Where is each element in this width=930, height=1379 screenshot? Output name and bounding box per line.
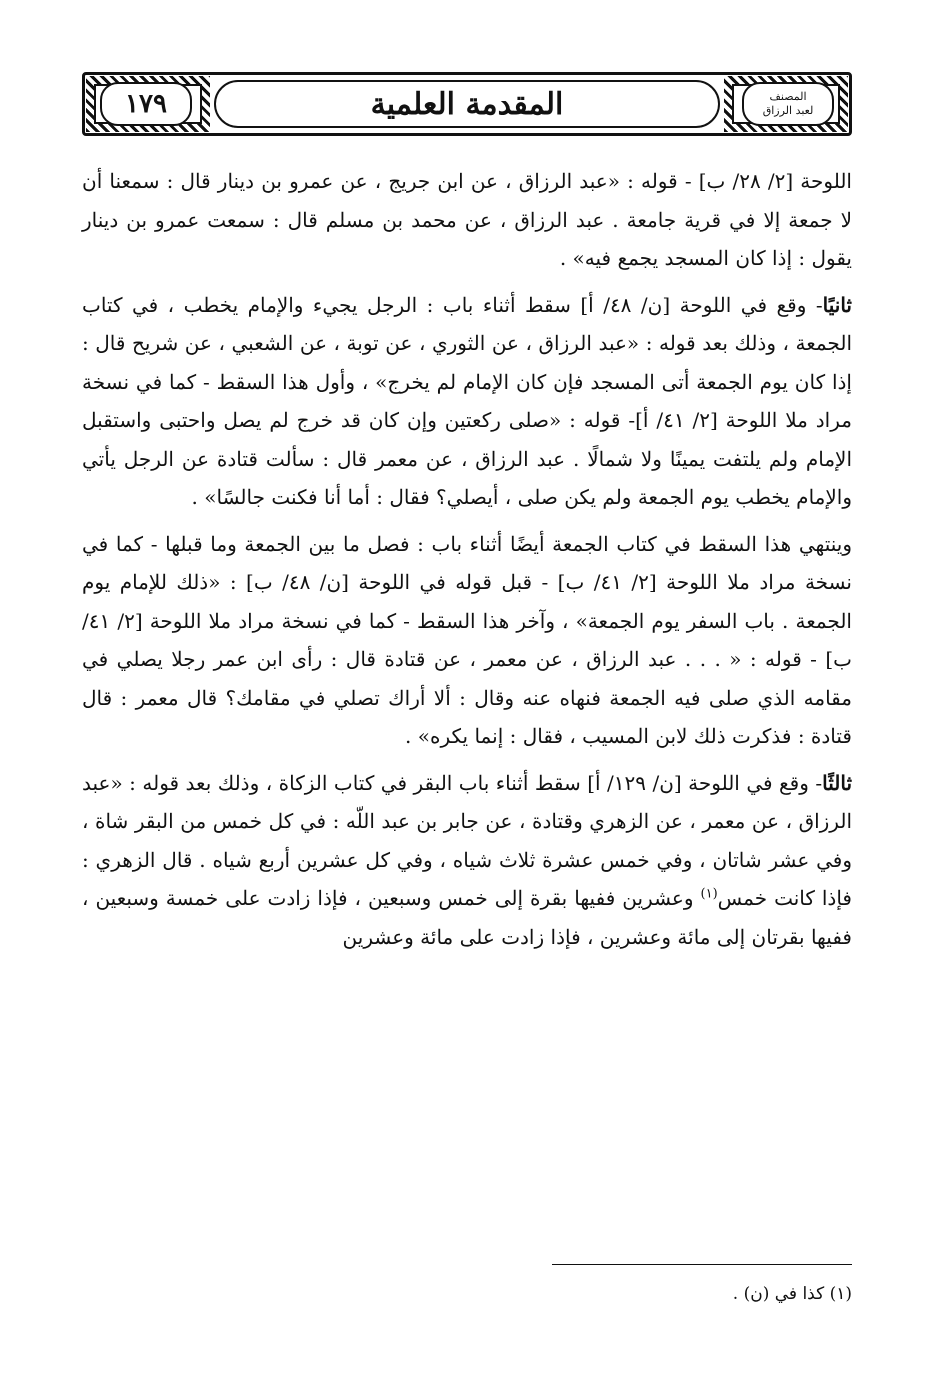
main-text <box>82 162 852 956</box>
book-seal <box>742 82 834 126</box>
page-number <box>100 82 192 126</box>
paragraph-4 <box>82 764 852 957</box>
footnote-marker: (١) <box>700 886 718 902</box>
paragraph-2-text: - وقع في اللوحة [ن/ ٤٨/ أ] سقط أثناء باب : الرجل يجيء والإمام يخطب ، في كتاب الجمعة ، وذلك بعد قوله : «عبد الرزاق ، عن الثوري ، عن توبة ، عن الشعبي ، عن شريح قال : إذا كان يوم الجمعة أتى المسجد فإن كان الإمام لم يخرج» ، وأول هذا السقط - كما في نسخة مراد ملا اللوحة [٢/ ٤١/ أ]- قوله : «صلى ركعتين وإن كان قد خرج لم يصل واحتبى واستقبل الإمام ولم يلتفت يمينًا ولا شمالًا . عبد الرزاق ، عن معمر قال : سألت قتادة عن الرجل يأتي والإمام يخطب يوم الجمعة ولم يكن صلى ، أيصلي؟ فقال : أما أنا فكنت جالسًا» . <box>82 292 852 509</box>
paragraph-1-text: اللوحة [٢/ ٢٨/ ب] - قوله : «عبد الرزاق ، عن ابن جريج ، عن عمرو بن دينار قال : سمعنا أن لا جمعة إلا في قرية جامعة . عبد الرزاق ، عن محمد بن مسلم قال : سمعت عمرو بن دينار يقول : إذا كان المسجد يجمع فيه» . <box>82 169 852 270</box>
paragraph-3-text: وينتهي هذا السقط في كتاب الجمعة أيضًا أثناء باب : فصل ما بين الجمعة وما قبلها - كما في نسخة مراد ملا اللوحة [٢/ ٤١/ ب] - قبل قوله في اللوحة [ن/ ٤٨/ ب] : «ذلك للإمام يوم الجمعة . باب السفر يوم الجمعة» ، وآخر هذا السقط - كما في نسخة مراد ملا اللوحة [٢/ ٤١/ ب] - قوله : « . . . عبد الرزاق ، عن معمر ، عن قتادة قال : رأى ابن عمر رجلا يصلي في مقامه الذي صلى فيه الجمعة فنهاه عنه وقال : ألا أراك تصلي في مقامك؟ قال معمر : قال قتادة : فذكرت ذلك لابن المسيب ، فقال : إنما يكره» . <box>82 531 852 748</box>
page-number-text: ١٧٩ <box>125 89 167 119</box>
paragraph-2 <box>82 286 852 517</box>
paragraph-4-text-before: - وقع في اللوحة [ن/ ١٢٩/ أ] سقط أثناء باب البقر في كتاب الزكاة ، وذلك بعد قوله : «عبد الرزاق ، عن معمر ، عن الزهري وقتادة ، عن جابر بن عبد اللّه : في كل خمس من البقر شاة ، وفي عشر شاتان ، وفي خمس عشرة ثلاث شياه ، وفي كل عشرين أربع شياه . قال الزهري : فإذا كانت خمس <box>82 770 852 910</box>
paragraph-4-lead: ثالثًا <box>822 770 853 795</box>
title-cartouche <box>214 80 720 128</box>
footnote <box>82 1280 852 1308</box>
page-title: المقدمة العلمية <box>370 86 564 122</box>
paragraph-2-lead: ثانيًا <box>822 292 852 317</box>
paragraph-3 <box>82 525 852 756</box>
paragraph-4-text-after: وعشرين ففيها بقرة إلى خمس وسبعين ، فإذا زادت على خمسة وسبعين ، ففيها بقرتان إلى مائة وعشرين ، فإذا زادت على مائة وعشرين <box>82 886 852 949</box>
footnote-text: (١) كذا في (ن) . <box>732 1284 852 1304</box>
paragraph-1 <box>82 162 852 278</box>
seal-line-1: المصنف <box>769 90 807 103</box>
footnote-divider <box>552 1264 852 1265</box>
seal-line-2: لعبد الرزاق <box>762 104 814 117</box>
running-header <box>82 72 852 136</box>
